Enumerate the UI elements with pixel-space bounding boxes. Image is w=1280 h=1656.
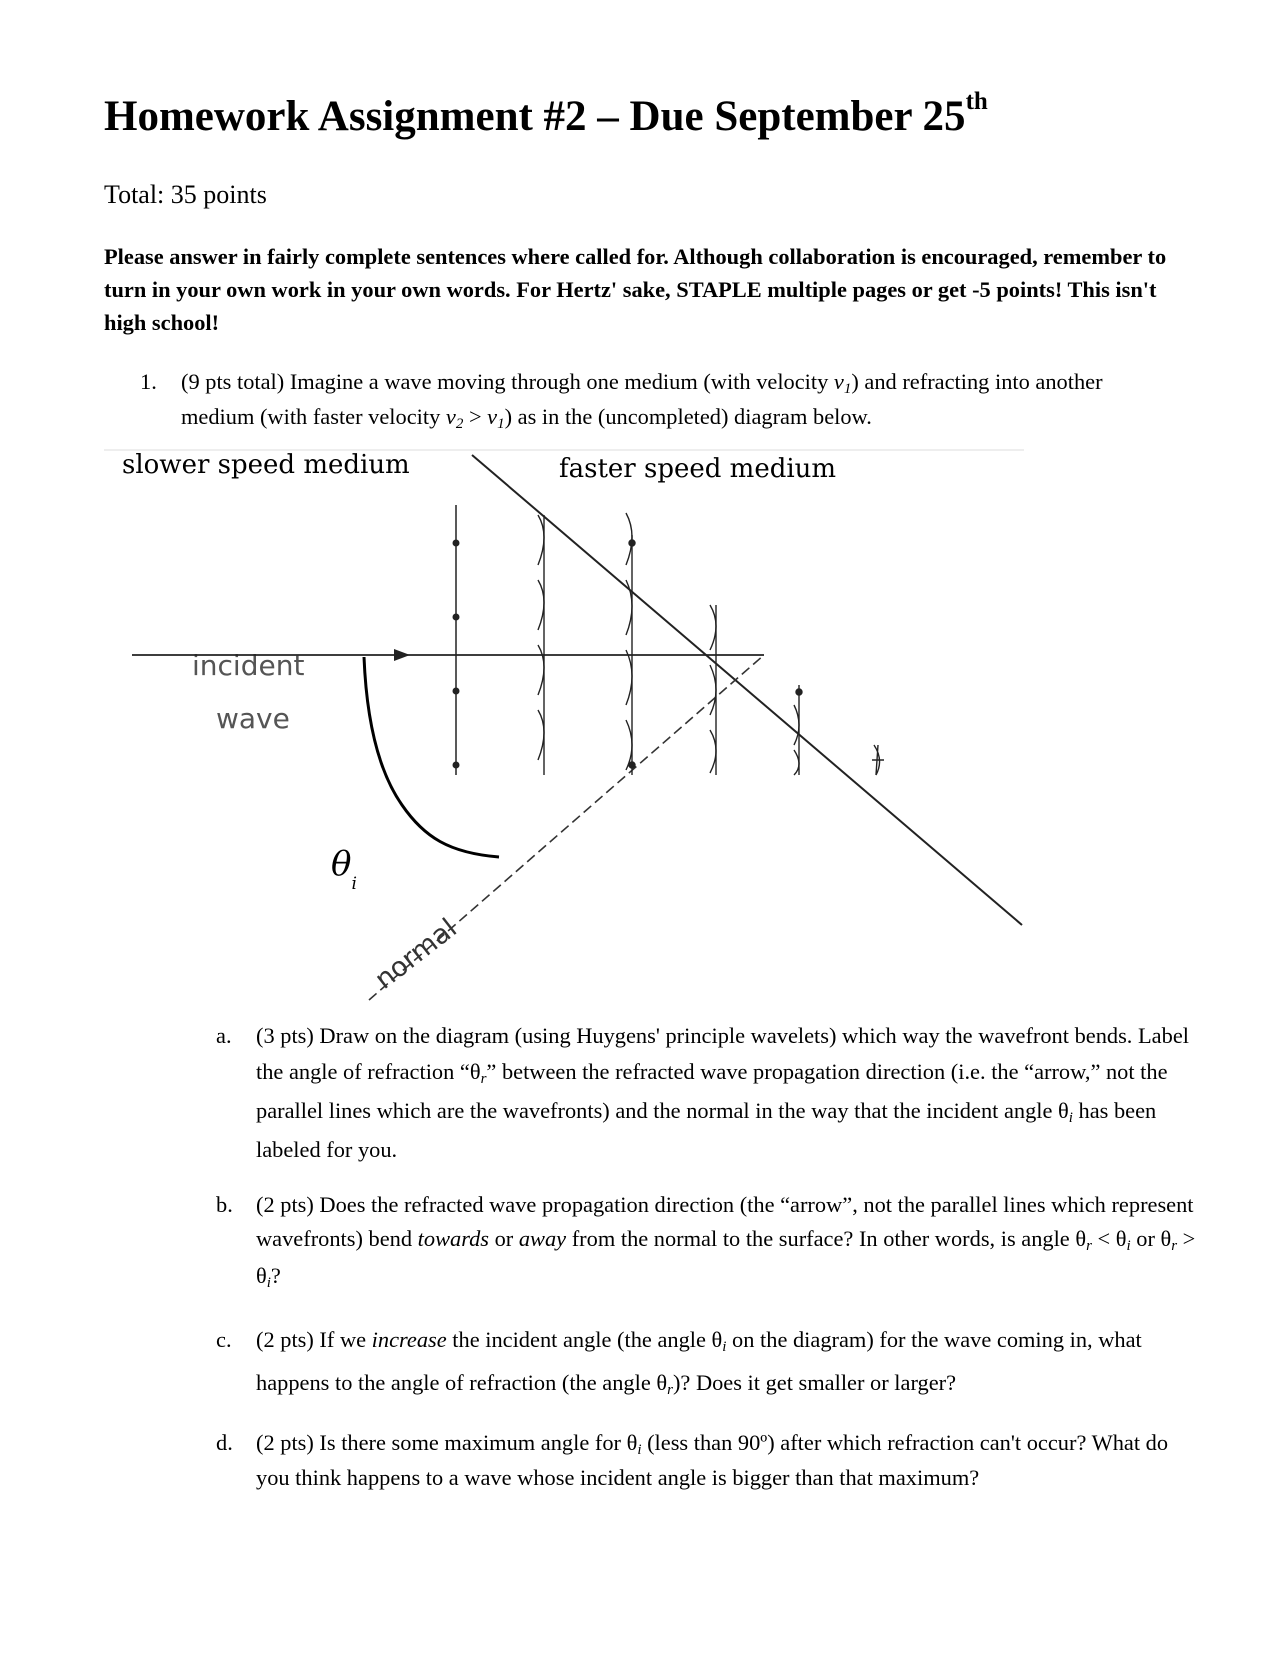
part-a-letter: a. (216, 1023, 232, 1048)
question-1-text: (9 pts total) Imagine a wave moving through one medium (with velocity $v_1$) and refracting into another medium (with faster velocity $v_2 > v_1$) as in the (uncompleted) diagram below. (181, 369, 1103, 432)
refraction-diagram (104, 445, 1024, 1005)
wavefront-6 (872, 745, 884, 775)
label-slower-medium: slower speed medium (122, 450, 410, 480)
wavefront-2 (538, 515, 544, 775)
part-d-text: (2 pts) Is there some maximum angle for $\theta_i$ (less than 90º) after which refraction can't occur? What do you think happens to a wave whose incident angle is bigger than that maximum? (256, 1430, 1169, 1490)
normal-line (369, 655, 764, 1000)
label-theta: $\theta_i$ (331, 844, 357, 894)
question-number: 1. (140, 369, 157, 394)
label-faster-medium: faster speed medium (559, 454, 837, 484)
wavefront-1 (453, 505, 460, 775)
label-normal: normal (369, 912, 463, 996)
part-a-text: (3 pts) Draw on the diagram (using Huygens' principle wavelets) which way the wavefront bends. Label the angle of refraction “$\theta_r$” between the refracted wave propagation direction (i.e. the “arrow,” not the parallel lines which are the wavefronts) and the normal in the way that the incident angle $\theta_i$ has been labeled for you. (256, 1023, 1189, 1162)
wavefront-3 (626, 513, 635, 775)
incident-arrowhead (394, 649, 410, 661)
label-incident: incident (192, 649, 305, 682)
wavefront-4 (710, 605, 716, 775)
label-wave: wave (216, 702, 290, 735)
total-points: Total: 35 points (104, 180, 267, 209)
page-title: Homework Assignment #2 – Due September 25th (104, 88, 988, 140)
part-b-letter: b. (216, 1192, 233, 1217)
part-d-letter: d. (216, 1430, 233, 1455)
instructions: Please answer in fairly complete sentences where called for. Although collaboration is encouraged, remember to turn in your own work in your own words. For Hertz' sake, STAPLE multiple pages or get -5 points! This isn't high school! (104, 244, 1167, 335)
part-c-text: (2 pts) If we increase the incident angle (the angle $\theta_i$ on the diagram) for the wave coming in, what happens to the angle of refraction (the angle $\theta_r$)? Does it get smaller or larger? (256, 1327, 1142, 1398)
part-c-letter: c. (216, 1327, 232, 1352)
title-superscript: th (965, 88, 988, 115)
interface-line (472, 455, 1022, 925)
part-b-text: (2 pts) Does the refracted wave propagation direction (the “arrow”, not the parallel lines which represent wavefronts) bend towards or away from the normal to the surface? In other words, is angle $\theta_r < \theta_i$ or $\theta_r > \theta_i$? (256, 1192, 1196, 1291)
incident-angle-arc (364, 657, 499, 857)
